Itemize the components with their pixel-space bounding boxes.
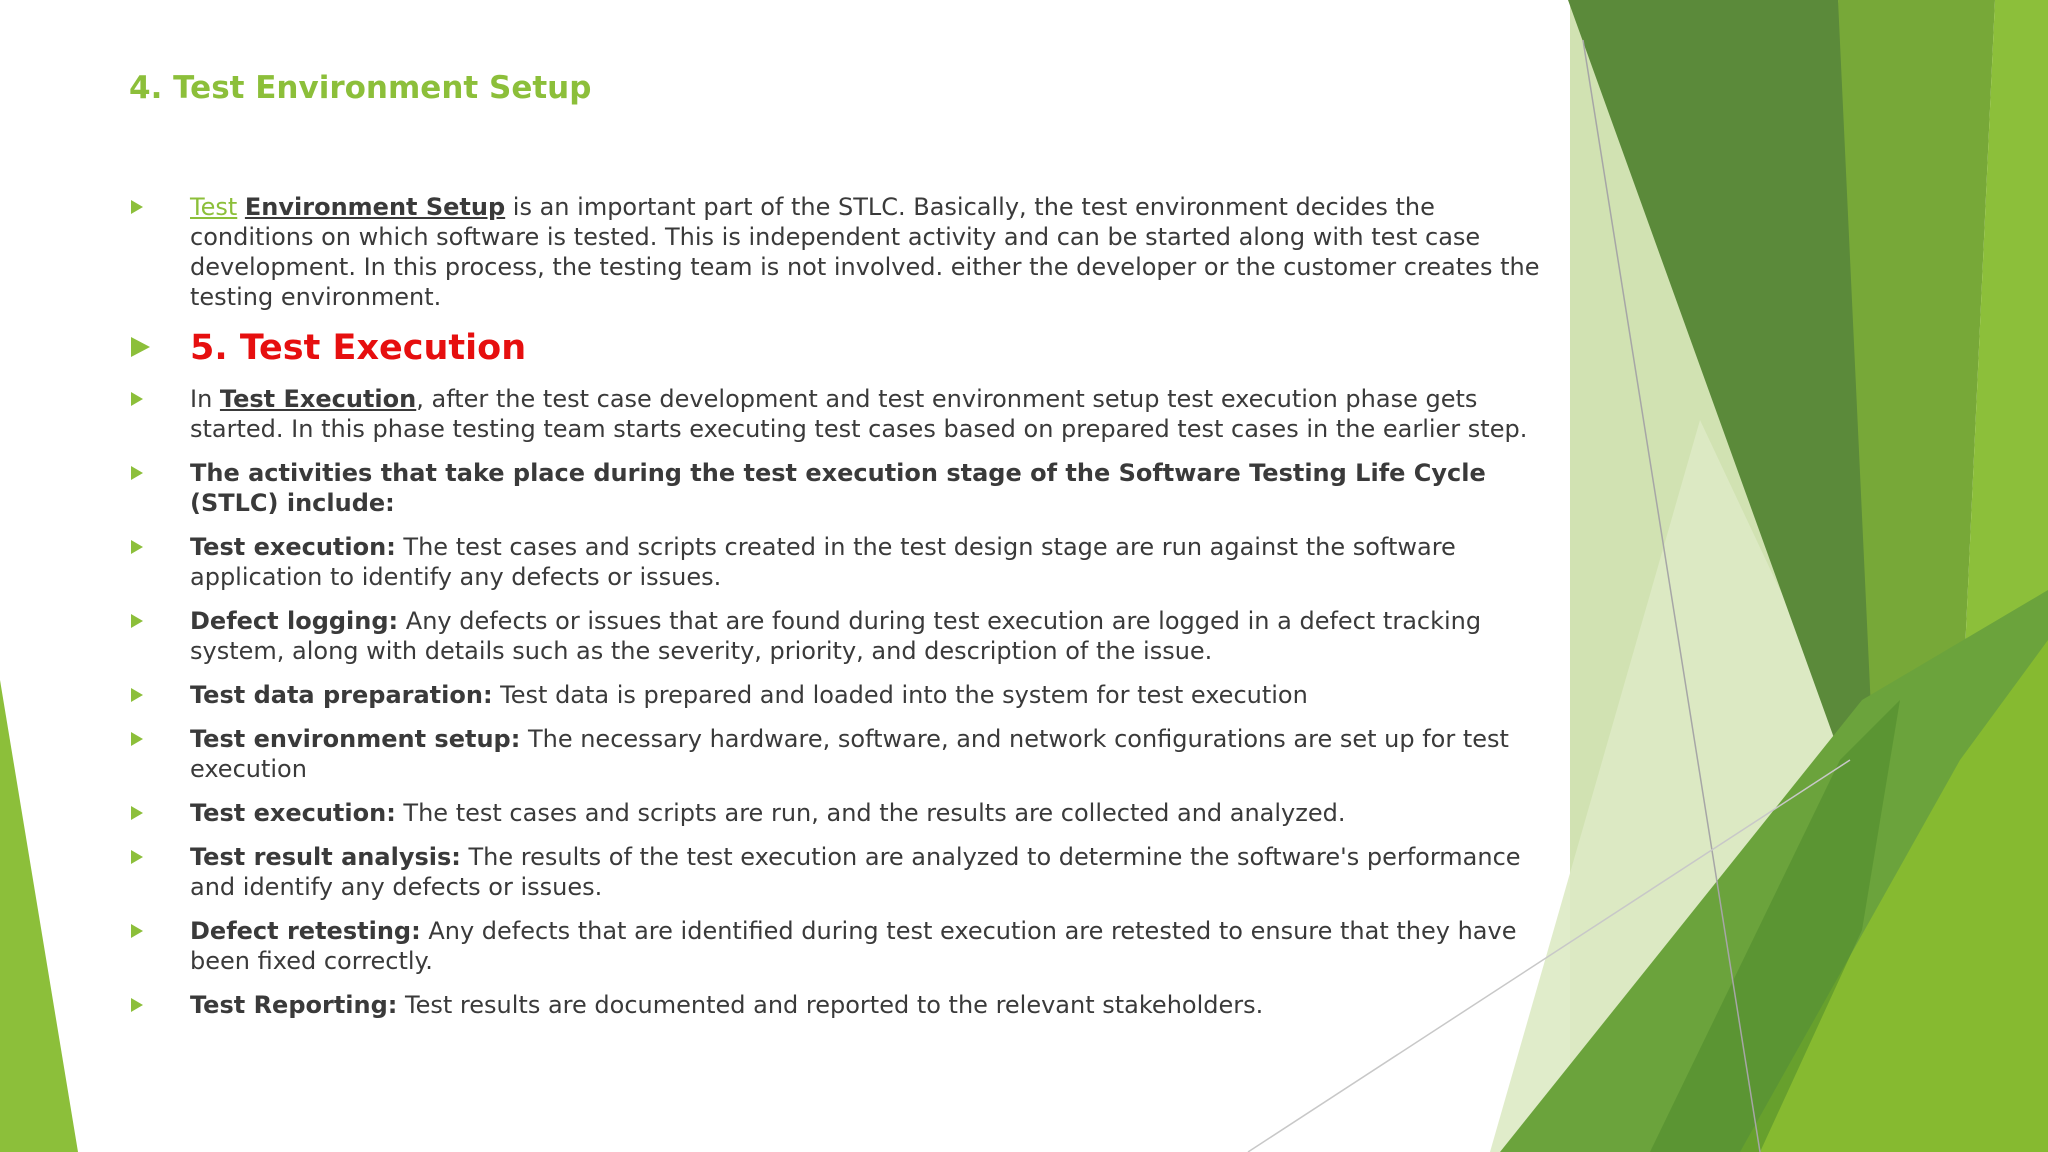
bullet-arrow-icon xyxy=(131,998,143,1012)
item-label: Test Reporting: xyxy=(190,991,398,1019)
bullet-arrow-icon xyxy=(131,540,143,554)
bullet-arrow-icon xyxy=(131,614,143,628)
list-item xyxy=(129,680,1549,710)
bullet-arrow-icon xyxy=(131,806,143,820)
bullet-arrow-icon xyxy=(131,688,143,702)
item-label: Test execution: xyxy=(190,799,396,827)
bullet-arrow-icon xyxy=(131,200,143,214)
slide-title: 4. Test Environment Setup xyxy=(129,70,592,106)
list-item xyxy=(129,842,1549,902)
section-heading-bullet xyxy=(129,328,1549,368)
list-item xyxy=(129,532,1549,592)
section-heading: 5. Test Execution xyxy=(190,328,527,368)
slide-content xyxy=(129,192,1549,1034)
item-label: Defect retesting: xyxy=(190,917,421,945)
bullet-arrow-icon xyxy=(131,392,143,406)
item-text: Any defects that are identified during test execution are retested to ensure that they have been fixed correctly. xyxy=(190,917,1517,975)
list-item xyxy=(129,990,1549,1020)
item-text: The necessary hardware, software, and network configurations are set up for test execution xyxy=(190,725,1509,783)
item-text: Test data is prepared and loaded into the system for test execution xyxy=(492,681,1308,709)
execution-prefix: In xyxy=(190,385,220,413)
item-label: Defect logging: xyxy=(190,607,399,635)
bullet-arrow-icon xyxy=(131,466,143,480)
bullet-arrow-icon xyxy=(131,924,143,938)
test-link[interactable]: Test xyxy=(190,193,238,221)
activities-intro-bullet xyxy=(129,458,1549,518)
item-text: Test results are documented and reported to the relevant stakeholders. xyxy=(397,991,1264,1019)
bullet-arrow-icon xyxy=(131,732,143,746)
item-label: Test result analysis: xyxy=(190,843,461,871)
list-item xyxy=(129,916,1549,976)
list-item xyxy=(129,606,1549,666)
item-text: The test cases and scripts created in the test design stage are run against the software application to identify any defects or issues. xyxy=(190,533,1456,591)
activities-intro: The activities that take place during the test execution stage of the Software Testing Life Cycle (STLC) include: xyxy=(190,459,1486,517)
environment-setup-link[interactable]: Environment Setup xyxy=(244,193,506,221)
intro-bullet xyxy=(129,192,1549,312)
item-text: Any defects or issues that are found during test execution are logged in a defect tracking system, along with details such as the severity, priority, and description of the issue. xyxy=(190,607,1482,665)
list-item xyxy=(129,724,1549,784)
execution-text: , after the test case development and test environment setup test execution phase gets started. In this phase testing team starts executing test cases based on prepared test cases in the earlier step. xyxy=(190,385,1528,443)
item-label: Test environment setup: xyxy=(190,725,521,753)
intro-text: is an important part of the STLC. Basically, the test environment decides the conditions on which software is tested. This is independent activity and can be started along with test case development. In this process, the testing team is not involved. either the developer or the customer creates the testing environment. xyxy=(190,193,1540,311)
bullet-arrow-icon xyxy=(131,850,143,864)
list-item xyxy=(129,798,1549,828)
execution-bullet xyxy=(129,384,1549,444)
item-label: Test execution: xyxy=(190,533,396,561)
bullet-arrow-icon xyxy=(131,337,150,357)
item-label: Test data preparation: xyxy=(190,681,493,709)
test-execution-link[interactable]: Test Execution xyxy=(219,385,417,413)
item-text: The test cases and scripts are run, and the results are collected and analyzed. xyxy=(395,799,1346,827)
item-text: The results of the test execution are analyzed to determine the software's performance and identify any defects or issues. xyxy=(190,843,1521,901)
left-green-facet xyxy=(0,680,78,1152)
